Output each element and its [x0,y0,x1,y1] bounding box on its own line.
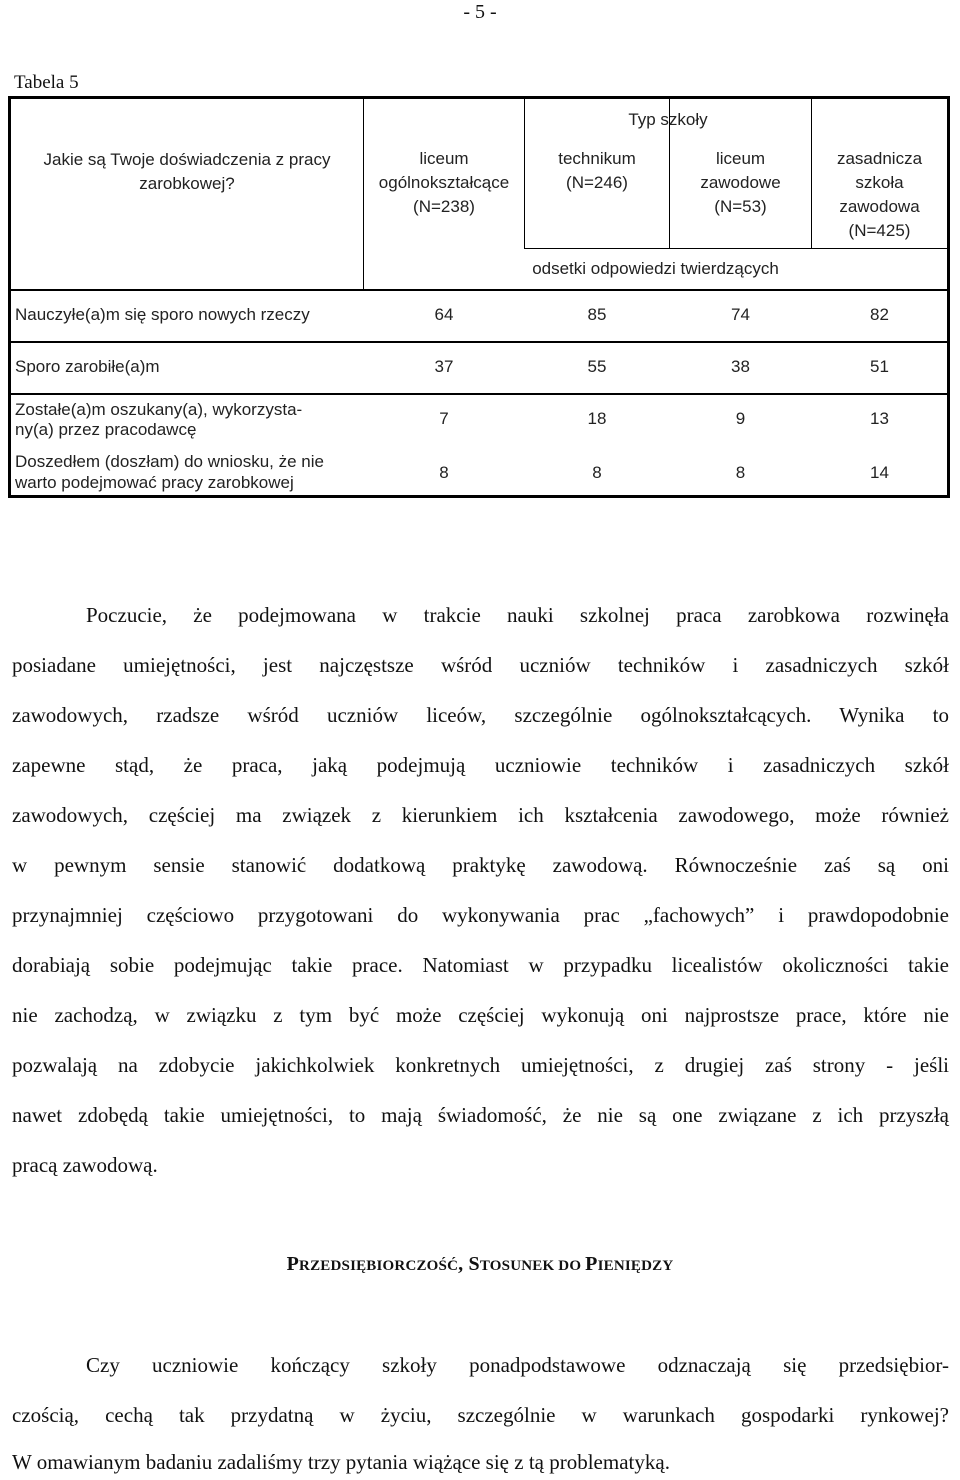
table-label: Tabela 5 [14,72,79,93]
paragraph-1-line: pracą zawodową. [12,1153,158,1177]
table-cell: 37 [434,357,454,376]
row-label-line: ny(a) przez pracodawcę [15,420,197,439]
data-table [8,96,950,498]
heading-text: , [458,1253,469,1275]
table-cell: 14 [870,463,889,482]
question-text: Jakie są Twoje doświadczenia z pracy zarobkowej? [43,150,331,193]
column-header-line: (N=238) [413,197,475,216]
paragraph-2-line: czością, cechą tak przydatną w życiu, szczególnie w warunkach gospodarki rynkowej? [12,1403,949,1427]
section-heading [0,1253,960,1276]
column-header-technikum [525,147,669,195]
column-header-lo [364,147,524,219]
paragraph-1-line: posiadane umiejętności, jest najczęstsze wśród uczniów techników i zasadniczych szkół [12,653,949,677]
table-cell: 64 [434,305,454,324]
group-header: Typ szkoły [628,110,708,129]
column-header-line: liceum [419,149,469,168]
paragraph-1-line: zawodowych, rzadsze wśród uczniów liceów, szczególnie ogólnokształcących. Wynika to [12,703,949,727]
column-header-lz [670,147,811,219]
column-header-line: technikum [558,149,636,168]
table-cell: 8 [735,463,746,482]
column-header-line: liceum [715,149,766,168]
table-cell: 82 [870,305,889,324]
column-header-zsz [812,147,947,243]
table-cell: 51 [870,357,889,376]
paragraph-1-line: w pewnym sensie stanowić dodatkową praktykę zawodową. Równocześnie zaś są oni [12,853,949,877]
heading-text: P [286,1253,300,1275]
table-cell: 8 [439,463,449,482]
column-header-line: (N=53) [714,197,767,216]
row-label: Sporo zarobiłe(a)m [15,357,160,376]
table-cell: 9 [735,409,746,428]
heading-text: IENIĘDZY [597,1258,674,1274]
heading-text: TOSUNEK DO [479,1258,586,1274]
unit-note: odsetki odpowiedzi twierdzących [532,259,779,278]
row-label-line: Zostałe(a)m oszukany(a), wykorzysta- [15,400,303,419]
paragraph-1-line: przynajmniej częściowo przygotowani do wykonywania prac „fachowych” i prawdopodobnie [12,903,949,927]
column-header-line: ogólnokształcące [378,173,510,192]
table-question [17,148,357,196]
table-cell: 7 [439,409,449,428]
paragraph-1-line: pozwalają na zdobycie jakichkolwiek konkretnych umiejętności, z drugiej zaś strony - jeśli [12,1053,949,1077]
table-cell: 85 [587,305,607,324]
column-header-line: (N=246) [566,173,628,192]
heading-text: RZEDSIĘBIORCZOŚĆ [299,1258,459,1274]
table-cell: 8 [592,463,602,482]
row-label [15,451,360,493]
paragraph-1-line: zawodowych, częściej ma związek z kierunkiem ich kształcenia zawodowego, może również [12,803,949,827]
table-cell: 18 [587,409,607,428]
page-number: - 5 - [463,1,497,23]
heading-text: P [585,1253,598,1275]
column-header-line: zawodowe [700,173,781,192]
paragraph-1-line: Poczucie, że podejmowana w trakcie nauki szkolnej praca zarobkowa rozwinęła [86,603,949,627]
column-header-line: szkoła [855,173,904,192]
paragraph-2-line: W omawianym badaniu zadaliśmy trzy pytania wiążące się z tą problematyką. [12,1450,670,1474]
paragraph-1-line: zapewne stąd, że praca, jaką podejmują uczniowie techników i zasadniczych szkół [12,753,949,777]
column-header-line: zasadnicza [836,149,923,168]
column-header-line: zawodowa [839,197,920,216]
row-label: Nauczyłe(a)m się sporo nowych rzeczy [15,305,310,324]
heading-text: S [468,1253,480,1275]
paragraph-1-line: nawet zdobędą takie umiejętności, to mają świadomość, że nie są one związane z ich przyszłą [12,1103,949,1127]
paragraph-1-line: nie zachodzą, w związku z tym być może częściej wykonują oni najprostsze prace, które nie [12,1003,949,1027]
column-header-line: (N=425) [848,221,911,240]
table-cell: 74 [731,305,750,324]
paragraph-2-line: Czy uczniowie kończący szkoły ponadpodstawowe odznaczają się przedsiębior- [86,1353,949,1377]
table-cell: 55 [587,357,607,376]
row-label [15,400,360,440]
table-cell: 13 [870,409,889,428]
row-label-line: Doszedłem (doszłam) do wniosku, że nie [15,452,324,471]
table-cell: 38 [731,357,750,376]
paragraph-1-line: dorabiają sobie podejmując takie prace. Natomiast w przypadku licealistów okoliczności takie [12,953,949,977]
row-label-line: warto podejmować pracy zarobkowej [15,473,294,492]
